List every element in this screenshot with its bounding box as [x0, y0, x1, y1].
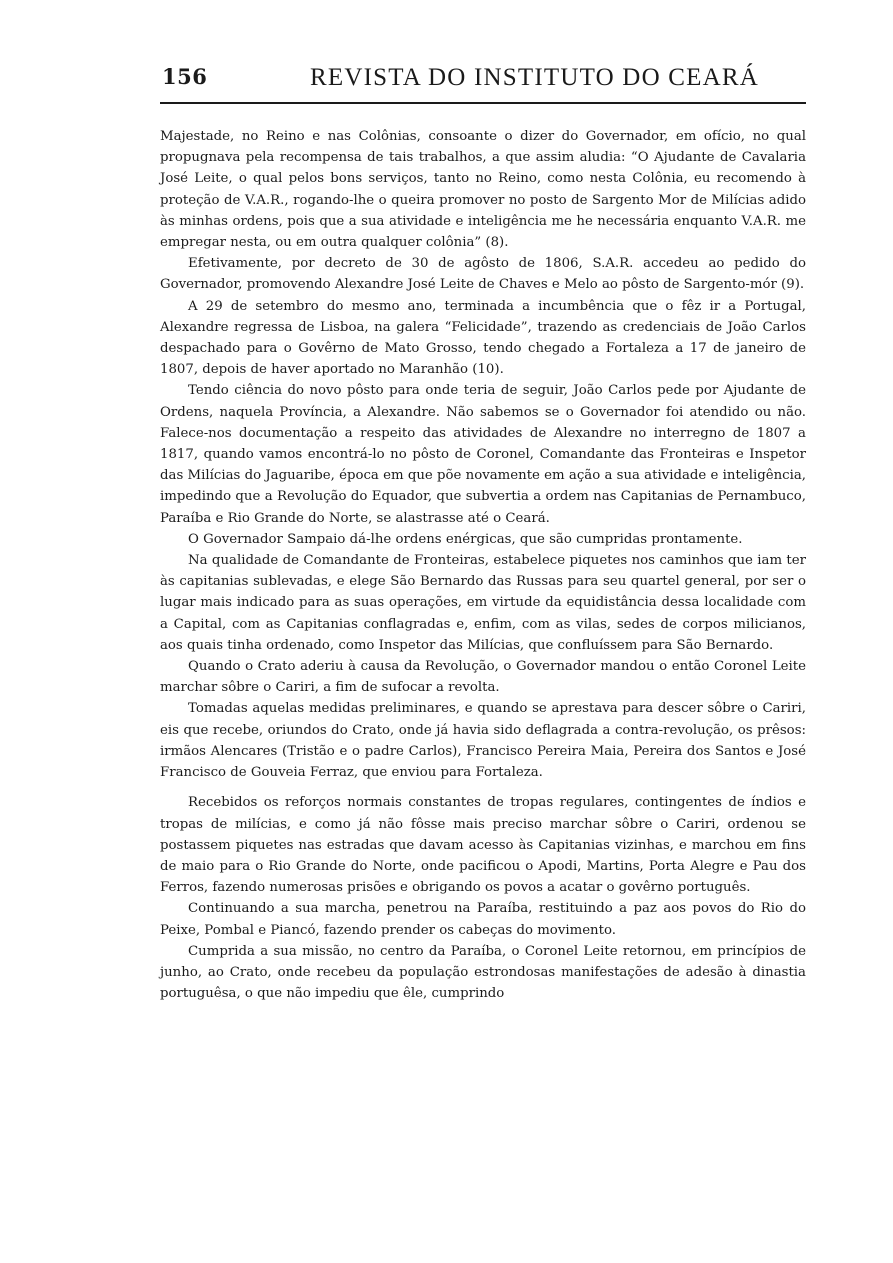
body-text [160, 126, 806, 1004]
paragraph-5: O Governador Sampaio dá-lhe ordens enérgicas, que são cumpridas prontamente. [188, 531, 743, 547]
paragraph-2: Efetivamente, por decreto de 30 de agôsto de 1806, S.A.R. accedeu ao pedido do Governador, promovendo Alexandre José Leite de Chaves e Melo ao pôsto de Sargento-mór (9). [160, 256, 806, 293]
page-header [160, 62, 806, 104]
page-number: 156 [162, 64, 208, 89]
paragraph-6: Na qualidade de Comandante de Fronteiras, estabelece piquetes nos caminhos que iam ter às capitanias sublevadas, e elege São Bernardo das Russas para seu quartel general, por ser o lugar mais indicado para as suas operações, em virtude da equidistância dessa localidade com a Capital, com as Capitanias conflagradas e, enfim, com as vilas, sedes de corpos milicianos, aos quais tinha ordenado, como Inspetor das Milícias, que confluíssem para São Bernardo. [160, 553, 806, 653]
paragraph-4: Tendo ciência do novo pôsto para onde teria de seguir, João Carlos pede por Ajudante de Ordens, naquela Província, a Alexandre. Não sabemos se o Governador foi atendido ou não. Falece-nos documentação a respeito das atividades de Alexandre no interregno de 1807 a 1817, quando vamos encontrá-lo no pôsto de Coronel, Comandante das Fronteiras e Inspetor das Milícias do Jaguaribe, época em que põe novamente em ação a sua atividade e inteligência, impedindo que a Revolução do Equador, que subvertia a ordem nas Capitanias de Pernambuco, Paraíba e Rio Grande do Norte, se alastrasse até o Ceará. [160, 383, 806, 526]
paragraph-9: Recebidos os reforços normais constantes de tropas regulares, contingentes de índios e tropas de milícias, e como já não fôsse mais preciso marchar sôbre o Cariri, ordenou se postassem piquetes nas estradas que davam acesso às Capitanias vizinhas, e marchou em fins de maio para o Rio Grande do Norte, onde pacificou o Apodi, Martins, Porta Alegre e Pau dos Ferros, fazendo numerosas prisões e obrigando os povos a acatar o govêrno português. [160, 795, 806, 896]
paragraph-3: A 29 de setembro do mesmo ano, terminada a incumbência que o fêz ir a Portugal, Alexandre regressa de Lisboa, na galera “Felicidade”, trazendo as credenciais de João Carlos despachado para o Govêrno de Mato Grosso, tendo chegado a Fortaleza a 17 de janeiro de 1807, depois de haver aportado no Maranhão (10). [160, 298, 806, 378]
paragraph-11: Cumprida a sua missão, no centro da Paraíba, o Coronel Leite retornou, em princípios de junho, ao Crato, onde recebeu da população estrondosas manifestações de adesão à dinastia portuguêsa, o que não impediu que êle, cumprindo [160, 943, 806, 1002]
paragraph-10: Continuando a sua marcha, penetrou na Paraíba, restituindo a paz aos povos do Rio do Peixe, Pombal e Piancó, fazendo prender os cabeças do movimento. [160, 901, 806, 938]
paragraph-1: Majestade, no Reino e nas Colônias, consoante o dizer do Governador, em ofício, no qual propugnava pela recompensa de tais trabalhos, a que assim aludia: “O Ajudante de Cavalaria José Leite, o qual pelos bons serviços, tanto no Reino, como nesta Colônia, eu recomendo à proteção de V.A.R., rogando-lhe o queira promover no posto de Sargento Mor de Milícias adido às minhas ordens, pois que a sua atividade e inteligência me he necessária enquanto V.A.R. me empregar nesta, ou em outra qualquer colônia” (8). [160, 129, 806, 251]
paragraph-7: Quando o Crato aderiu à causa da Revolução, o Governador mandou o então Coronel Leite marchar sôbre o Cariri, a fim de sufocar a revolta. [160, 659, 806, 696]
journal-title: REVISTA DO INSTITUTO DO CEARÁ [310, 64, 759, 91]
paragraph-8: Tomadas aquelas medidas preliminares, e quando se aprestava para descer sôbre o Cariri, eis que recebe, oriundos do Crato, onde já havia sido deflagrada a contra-revolução, os prêsos: irmãos Alencares (Tristão e o padre Carlos), Francisco Pereira Maia, Pereira dos Santos e José Francisco de Gouveia Ferraz, que enviou para Fortaleza. [160, 701, 806, 781]
